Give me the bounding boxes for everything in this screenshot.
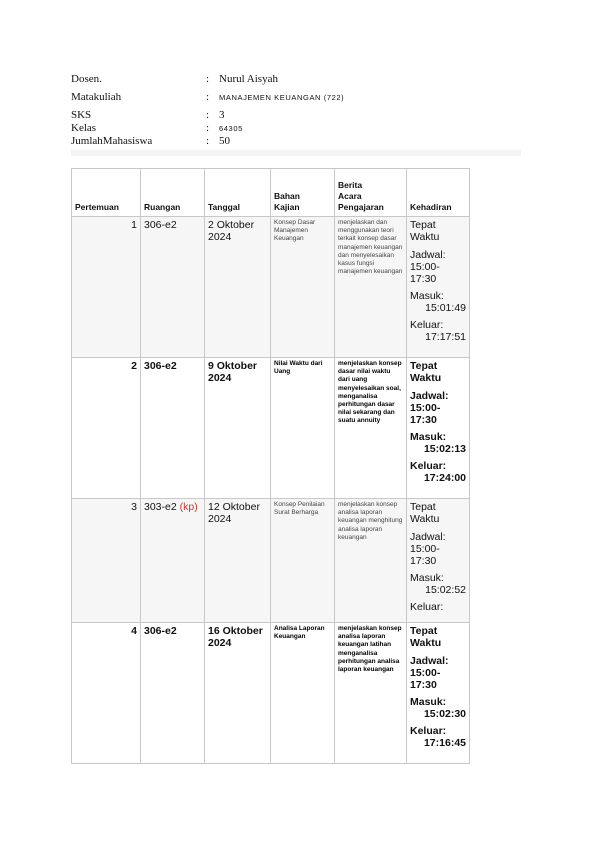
dosen-row xyxy=(71,72,521,87)
matakuliah-colon: : xyxy=(206,91,210,103)
header-tanggal: Tanggal xyxy=(205,169,271,217)
dosen-colon: : xyxy=(206,73,210,85)
keluar-label: Keluar: xyxy=(410,725,447,737)
bahan-cell: Nilai Waktu dari Uang xyxy=(271,358,335,499)
status-text: Tepat Waktu xyxy=(410,625,442,649)
ruangan-cell xyxy=(141,623,205,764)
header-bahan-line2: Kajian xyxy=(274,202,300,212)
table-header-row xyxy=(72,169,470,217)
matakuliah-label: Matakuliah xyxy=(71,91,122,103)
masuk-value: 15:02:30 xyxy=(423,708,466,720)
header-kehadiran: Kehadiran xyxy=(407,169,470,217)
masuk-label: Masuk: xyxy=(410,290,444,302)
dosen-label: Dosen. xyxy=(71,73,102,85)
masuk-value: 15:01:49 xyxy=(425,302,466,314)
sks-value: 3 xyxy=(219,109,225,121)
table-row xyxy=(72,358,470,499)
ruangan-tag: (kp) xyxy=(179,501,198,513)
jadwal-label: Jadwal: xyxy=(410,249,446,261)
ruangan-value: 306-e2 xyxy=(144,219,177,231)
jadwal-value: 15:00-17:30 xyxy=(410,402,441,426)
header-berita-line2: Acara xyxy=(338,191,362,201)
matakuliah-row xyxy=(71,90,521,105)
pertemuan-cell: 4 xyxy=(72,623,141,764)
bahan-cell: Analisa Laporan Keuangan xyxy=(271,623,335,764)
sks-label: SKS xyxy=(71,109,92,121)
dosen-value: Nurul Aisyah xyxy=(219,73,278,85)
tanggal-cell: 9 Oktober 2024 xyxy=(205,358,271,499)
jadwal-value: 15:00-17:30 xyxy=(410,667,441,691)
status-text: Tepat Waktu xyxy=(410,219,440,243)
jumlah-value: 50 xyxy=(219,135,230,147)
keluar-value: 17:16:45 xyxy=(423,737,466,749)
kelas-colon: : xyxy=(206,122,210,134)
ruangan-value: 306-e2 xyxy=(144,625,177,637)
jadwal-label: Jadwal: xyxy=(410,390,449,402)
course-info xyxy=(71,72,521,148)
jumlah-colon: : xyxy=(206,135,210,147)
jadwal-label: Jadwal: xyxy=(410,531,446,543)
masuk-label: Masuk: xyxy=(410,572,444,584)
kehadiran-cell xyxy=(407,217,470,358)
ruangan-cell xyxy=(141,499,205,623)
jadwal-value: 15:00-17:30 xyxy=(410,543,440,567)
jumlah-label: JumlahMahasiswa xyxy=(71,135,153,147)
keluar-value: 17:24:00 xyxy=(423,472,466,484)
masuk-label: Masuk: xyxy=(410,431,447,443)
table-row xyxy=(72,499,470,623)
ruangan-cell xyxy=(141,358,205,499)
kelas-row xyxy=(71,122,521,135)
berita-cell: menjelaskan konsep analisa laporan keuangan latihan menganalisa perhitungan analisa laporan keuangan xyxy=(335,623,407,764)
header-bahan-line1: Bahan xyxy=(274,191,300,201)
header-divider xyxy=(71,150,521,156)
bahan-cell: Konsep Dasar Manajemen Keuangan xyxy=(271,217,335,358)
tanggal-cell: 16 Oktober 2024 xyxy=(205,623,271,764)
header-ruangan: Ruangan xyxy=(141,169,205,217)
bahan-cell: Konsep Penilaian Surat Berharga xyxy=(271,499,335,623)
berita-cell: menjelaskan konsep dasar nilai waktu dari uang menyelesaikan soal, menganalisa perhitungan dasar nilai sekarang dan suatu annuity xyxy=(335,358,407,499)
matakuliah-value: MANAJEMEN KEUANGAN (722) xyxy=(219,93,345,102)
sks-row xyxy=(71,109,521,122)
pertemuan-cell: 1 xyxy=(72,217,141,358)
berita-cell: menjelaskan konsep analisa laporan keuangan menghitung analisa laporan keuangan xyxy=(335,499,407,623)
keluar-value: 17:17:51 xyxy=(425,331,466,343)
berita-cell: menjelaskan dan menggunakan teori terkait konsep dasar manajemen keuangan dan menyelesaikan kasus fungsi manajemen keuangan xyxy=(335,217,407,358)
jadwal-value: 15:00-17:30 xyxy=(410,261,440,285)
status-text: Tepat Waktu xyxy=(410,501,440,525)
masuk-value: 15:02:52 xyxy=(425,584,466,596)
jadwal-label: Jadwal: xyxy=(410,655,449,667)
table-row xyxy=(72,623,470,764)
pertemuan-cell: 2 xyxy=(72,358,141,499)
tanggal-cell: 2 Oktober 2024 xyxy=(205,217,271,358)
table-row xyxy=(72,217,470,358)
kehadiran-cell xyxy=(407,623,470,764)
status-text: Tepat Waktu xyxy=(410,360,442,384)
kehadiran-cell xyxy=(407,358,470,499)
kelas-label: Kelas xyxy=(71,122,97,134)
header-berita-line3: Pengajaran xyxy=(338,202,384,212)
ruangan-value: 303-e2 xyxy=(144,501,177,513)
jumlah-row xyxy=(71,135,521,148)
masuk-label: Masuk: xyxy=(410,696,447,708)
keluar-label: Keluar: xyxy=(410,601,444,613)
masuk-value: 15:02:13 xyxy=(423,443,466,455)
tanggal-cell: 12 Oktober 2024 xyxy=(205,499,271,623)
header-pertemuan: Pertemuan xyxy=(72,169,141,217)
kelas-value: 64305 xyxy=(219,124,243,133)
pertemuan-cell: 3 xyxy=(72,499,141,623)
header-berita-line1: Berita xyxy=(338,180,363,190)
header-berita-acara xyxy=(335,169,407,217)
ruangan-value: 306-e2 xyxy=(144,360,177,372)
attendance-table xyxy=(71,168,470,764)
sks-colon: : xyxy=(206,109,210,121)
header-bahan-kajian xyxy=(271,169,335,217)
ruangan-cell xyxy=(141,217,205,358)
keluar-label: Keluar: xyxy=(410,319,444,331)
kehadiran-cell xyxy=(407,499,470,623)
keluar-label: Keluar: xyxy=(410,460,447,472)
